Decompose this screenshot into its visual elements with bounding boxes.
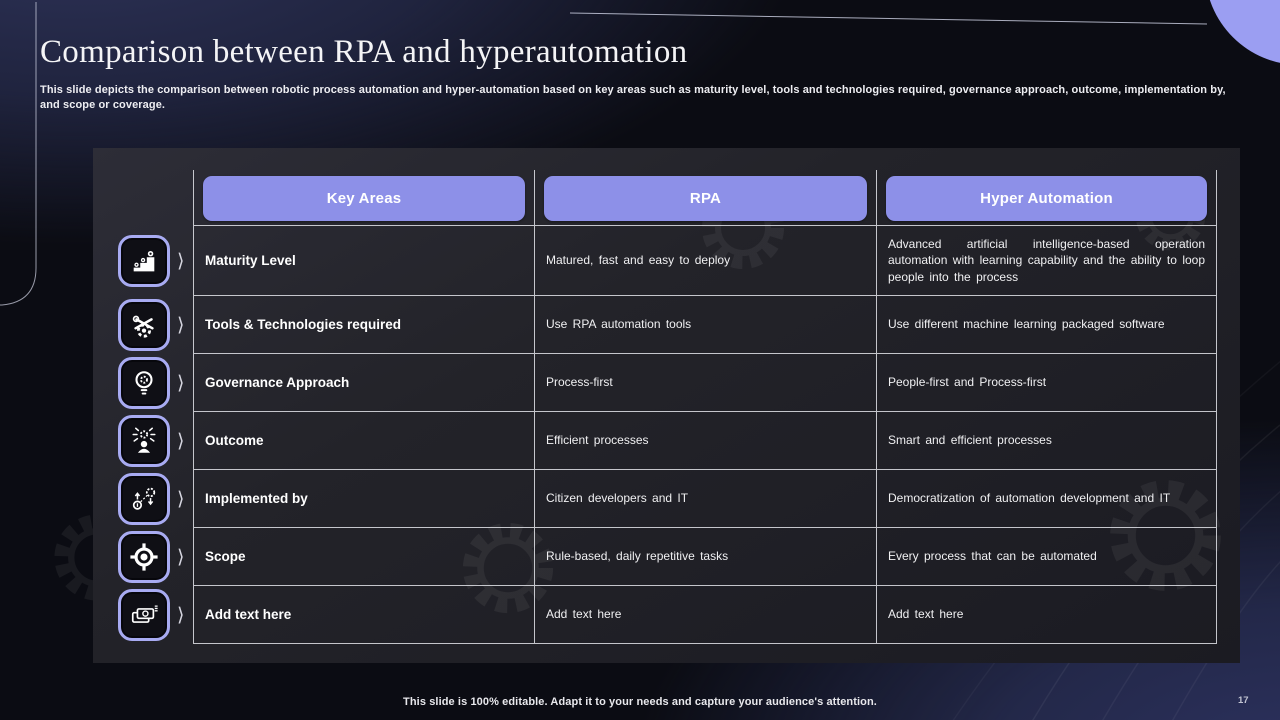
key-area-cell: Maturity Level xyxy=(193,226,535,296)
header-button-rpa[interactable]: RPA xyxy=(544,176,867,221)
header-button-hyper-automation[interactable]: Hyper Automation xyxy=(886,176,1207,221)
header-cell-key-areas xyxy=(193,170,535,226)
row-rail xyxy=(93,226,193,296)
rpa-cell: Efficient processes xyxy=(535,412,877,470)
chevron-right-icon: ⟩ xyxy=(177,546,185,568)
page-number: 17 xyxy=(1238,695,1249,706)
growth-stairs-icon xyxy=(118,235,170,287)
row-rail xyxy=(93,470,193,528)
row-rail xyxy=(93,412,193,470)
chevron-right-icon: ⟩ xyxy=(177,430,185,452)
rpa-cell: Matured, fast and easy to deploy xyxy=(535,226,877,296)
tools-gear-icon xyxy=(118,299,170,351)
header-cell-hyper-automation xyxy=(877,170,1217,226)
row-rail xyxy=(93,296,193,354)
chevron-right-icon: ⟩ xyxy=(177,488,185,510)
rpa-cell: Use RPA automation tools xyxy=(535,296,877,354)
slide-title: Comparison between RPA and hyperautomation xyxy=(40,34,688,70)
key-area-cell: Governance Approach xyxy=(193,354,535,412)
key-area-placeholder-cell[interactable]: Add text here xyxy=(193,586,535,644)
comparison-table xyxy=(93,170,1217,644)
chevron-right-icon: ⟩ xyxy=(177,250,185,272)
chevron-right-icon: ⟩ xyxy=(177,372,185,394)
header-cell-rpa xyxy=(535,170,877,226)
bulb-gear-icon xyxy=(118,357,170,409)
rpa-cell: Process-first xyxy=(535,354,877,412)
chevron-right-icon: ⟩ xyxy=(177,314,185,336)
key-area-cell: Outcome xyxy=(193,412,535,470)
process-cycle-icon xyxy=(118,473,170,525)
hyper-placeholder-cell[interactable]: Add text here xyxy=(877,586,1217,644)
rpa-placeholder-cell[interactable]: Add text here xyxy=(535,586,877,644)
innovation-person-icon xyxy=(118,415,170,467)
corner-circle-decoration xyxy=(1205,0,1280,65)
hyper-cell: Democratization of automation development and IT xyxy=(877,470,1217,528)
header-button-key-areas[interactable]: Key Areas xyxy=(203,176,525,221)
key-area-cell: Tools & Technologies required xyxy=(193,296,535,354)
hyper-cell: Use different machine learning packaged software xyxy=(877,296,1217,354)
chevron-right-icon: ⟩ xyxy=(177,604,185,626)
hyper-cell: Advanced artificial intelligence-based operation automation with learning capability and the ability to loop people into the process xyxy=(877,226,1217,296)
hyper-cell: Every process that can be automated xyxy=(877,528,1217,586)
slide-footer-note: This slide is 100% editable. Adapt it to your needs and capture your audience's attention. xyxy=(403,696,877,708)
comparison-table-panel xyxy=(93,148,1240,663)
cash-icon xyxy=(118,589,170,641)
target-icon xyxy=(118,531,170,583)
hyper-cell: People-first and Process-first xyxy=(877,354,1217,412)
rpa-cell: Rule-based, daily repetitive tasks xyxy=(535,528,877,586)
row-rail xyxy=(93,528,193,586)
key-area-cell: Implemented by xyxy=(193,470,535,528)
row-rail xyxy=(93,586,193,644)
slide-subtitle: This slide depicts the comparison between robotic process automation and hyper-automation based on key areas such as maturity level, tools and technologies required, governance approach, outcome, implementation by, and scope or coverage. xyxy=(40,84,1226,111)
header-rail-spacer xyxy=(93,170,193,226)
row-rail xyxy=(93,354,193,412)
key-area-cell: Scope xyxy=(193,528,535,586)
hyper-cell: Smart and efficient processes xyxy=(877,412,1217,470)
rpa-cell: Citizen developers and IT xyxy=(535,470,877,528)
